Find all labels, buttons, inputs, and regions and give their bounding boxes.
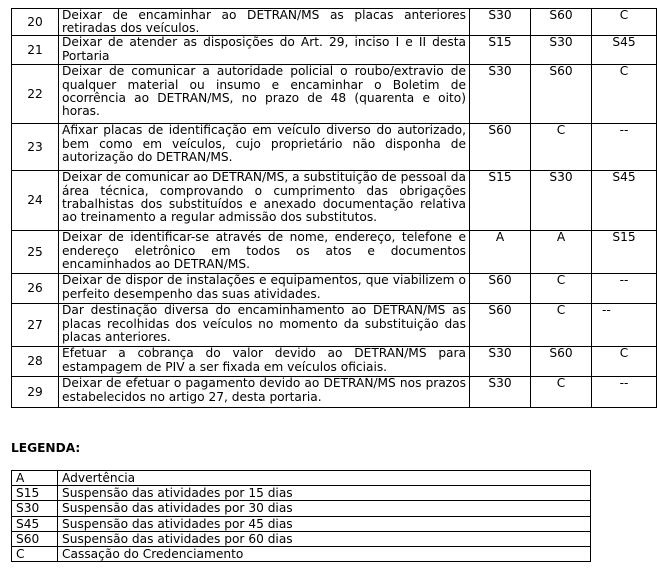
legend-code: S15 (12, 486, 58, 501)
penalty-first: S15 (470, 36, 531, 65)
row-description: Dar destinação diversa do encaminhamento ao DETRAN/MS as placas recolhidas dos veículos no momento da substituição das placas anteriores. (59, 304, 470, 347)
row-description: Efetuar a cobrança do valor devido ao DETRAN/MS para estampagem de PIV a ser fixada em veículos oficiais. (59, 347, 470, 377)
table-row (12, 231, 657, 274)
penalty-third: -- (592, 304, 657, 347)
table-row (12, 171, 657, 231)
penalty-first: S30 (470, 65, 531, 124)
row-description: Deixar de identificar-se através de nome, endereço, telefone e endereço eletrônico em todos os atos e documentos encaminhados ao DETRAN/MS. (59, 231, 470, 274)
table-row (12, 274, 657, 304)
legend-code: S45 (12, 516, 58, 531)
table-row (12, 304, 657, 347)
legend-meaning: Suspensão das atividades por 30 dias (58, 501, 591, 516)
legend-row (12, 531, 591, 546)
penalty-second: S30 (531, 171, 592, 231)
penalty-first: S30 (470, 9, 531, 36)
table-row (12, 347, 657, 377)
penalty-third: -- (592, 377, 657, 408)
penalty-first: S60 (470, 124, 531, 171)
penalty-second: S60 (531, 347, 592, 377)
infractions-table (11, 8, 657, 408)
penalty-second: C (531, 377, 592, 408)
row-description: Deixar de efetuar o pagamento devido ao DETRAN/MS nos prazos estabelecidos no artigo 27, desta portaria. (59, 377, 470, 408)
row-number: 25 (12, 231, 59, 274)
legend-row (12, 486, 591, 501)
row-description: Deixar de comunicar a autoridade policial o roubo/extravio de qualquer material ou insumo e encaminhar o Boletim de ocorrência ao DETRAN/MS, no prazo de 48 (quarenta e oito) horas. (59, 65, 470, 124)
penalty-second: A (531, 231, 592, 274)
legend-table (11, 470, 591, 562)
penalty-first: S15 (470, 171, 531, 231)
legend-row (12, 471, 591, 486)
row-number: 27 (12, 304, 59, 347)
legend-row (12, 516, 591, 531)
row-number: 29 (12, 377, 59, 408)
penalty-third: C (592, 9, 657, 36)
legend-code: S30 (12, 501, 58, 516)
row-number: 28 (12, 347, 59, 377)
penalty-third: S45 (592, 171, 657, 231)
penalty-first: A (470, 231, 531, 274)
row-number: 24 (12, 171, 59, 231)
row-number: 20 (12, 9, 59, 36)
penalty-second: S60 (531, 65, 592, 124)
table-row (12, 9, 657, 36)
legend-meaning: Suspensão das atividades por 15 dias (58, 486, 591, 501)
table-row (12, 124, 657, 171)
table-row (12, 377, 657, 408)
penalty-third: C (592, 347, 657, 377)
legend-meaning: Cassação do Credenciamento (58, 547, 591, 562)
penalty-third: S45 (592, 36, 657, 65)
row-number: 23 (12, 124, 59, 171)
legend-code: A (12, 471, 58, 486)
penalty-second: C (531, 124, 592, 171)
penalty-third: C (592, 65, 657, 124)
row-description: Deixar de dispor de instalações e equipamentos, que viabilizem o perfeito desempenho das suas atividades. (59, 274, 470, 304)
penalty-third: -- (592, 124, 657, 171)
penalty-first: S30 (470, 347, 531, 377)
penalty-first: S60 (470, 304, 531, 347)
penalty-second: C (531, 304, 592, 347)
legend-row (12, 547, 591, 562)
table-row (12, 65, 657, 124)
penalty-first: S60 (470, 274, 531, 304)
table-row (12, 36, 657, 65)
legend-code: C (12, 547, 58, 562)
legend-row (12, 501, 591, 516)
legend-meaning: Suspensão das atividades por 60 dias (58, 531, 591, 546)
row-number: 21 (12, 36, 59, 65)
row-description: Deixar de atender as disposições do Art. 29, inciso I e II desta Portaria (59, 36, 470, 65)
penalty-third: -- (592, 274, 657, 304)
row-number: 22 (12, 65, 59, 124)
legend-code: S60 (12, 531, 58, 546)
legend-meaning: Suspensão das atividades por 45 dias (58, 516, 591, 531)
row-description: Deixar de comunicar ao DETRAN/MS, a substituição de pessoal da área técnica, comprovando o cumprimento das obrigações trabalhistas dos substituídos e anexado documentação relativa ao treinamento a regular admissão dos substitutos. (59, 171, 470, 231)
penalty-first: S30 (470, 377, 531, 408)
row-description: Deixar de encaminhar ao DETRAN/MS as placas anteriores retiradas dos veículos. (59, 9, 470, 36)
legend-title: LEGENDA: (11, 441, 81, 455)
legend-meaning: Advertência (58, 471, 591, 486)
row-number: 26 (12, 274, 59, 304)
penalty-second: S30 (531, 36, 592, 65)
penalty-third: S15 (592, 231, 657, 274)
row-description: Afixar placas de identificação em veículo diverso do autorizado, bem como em veículos, cujo proprietário não disponha de autorização do DETRAN/MS. (59, 124, 470, 171)
penalty-second: S60 (531, 9, 592, 36)
penalty-second: C (531, 274, 592, 304)
